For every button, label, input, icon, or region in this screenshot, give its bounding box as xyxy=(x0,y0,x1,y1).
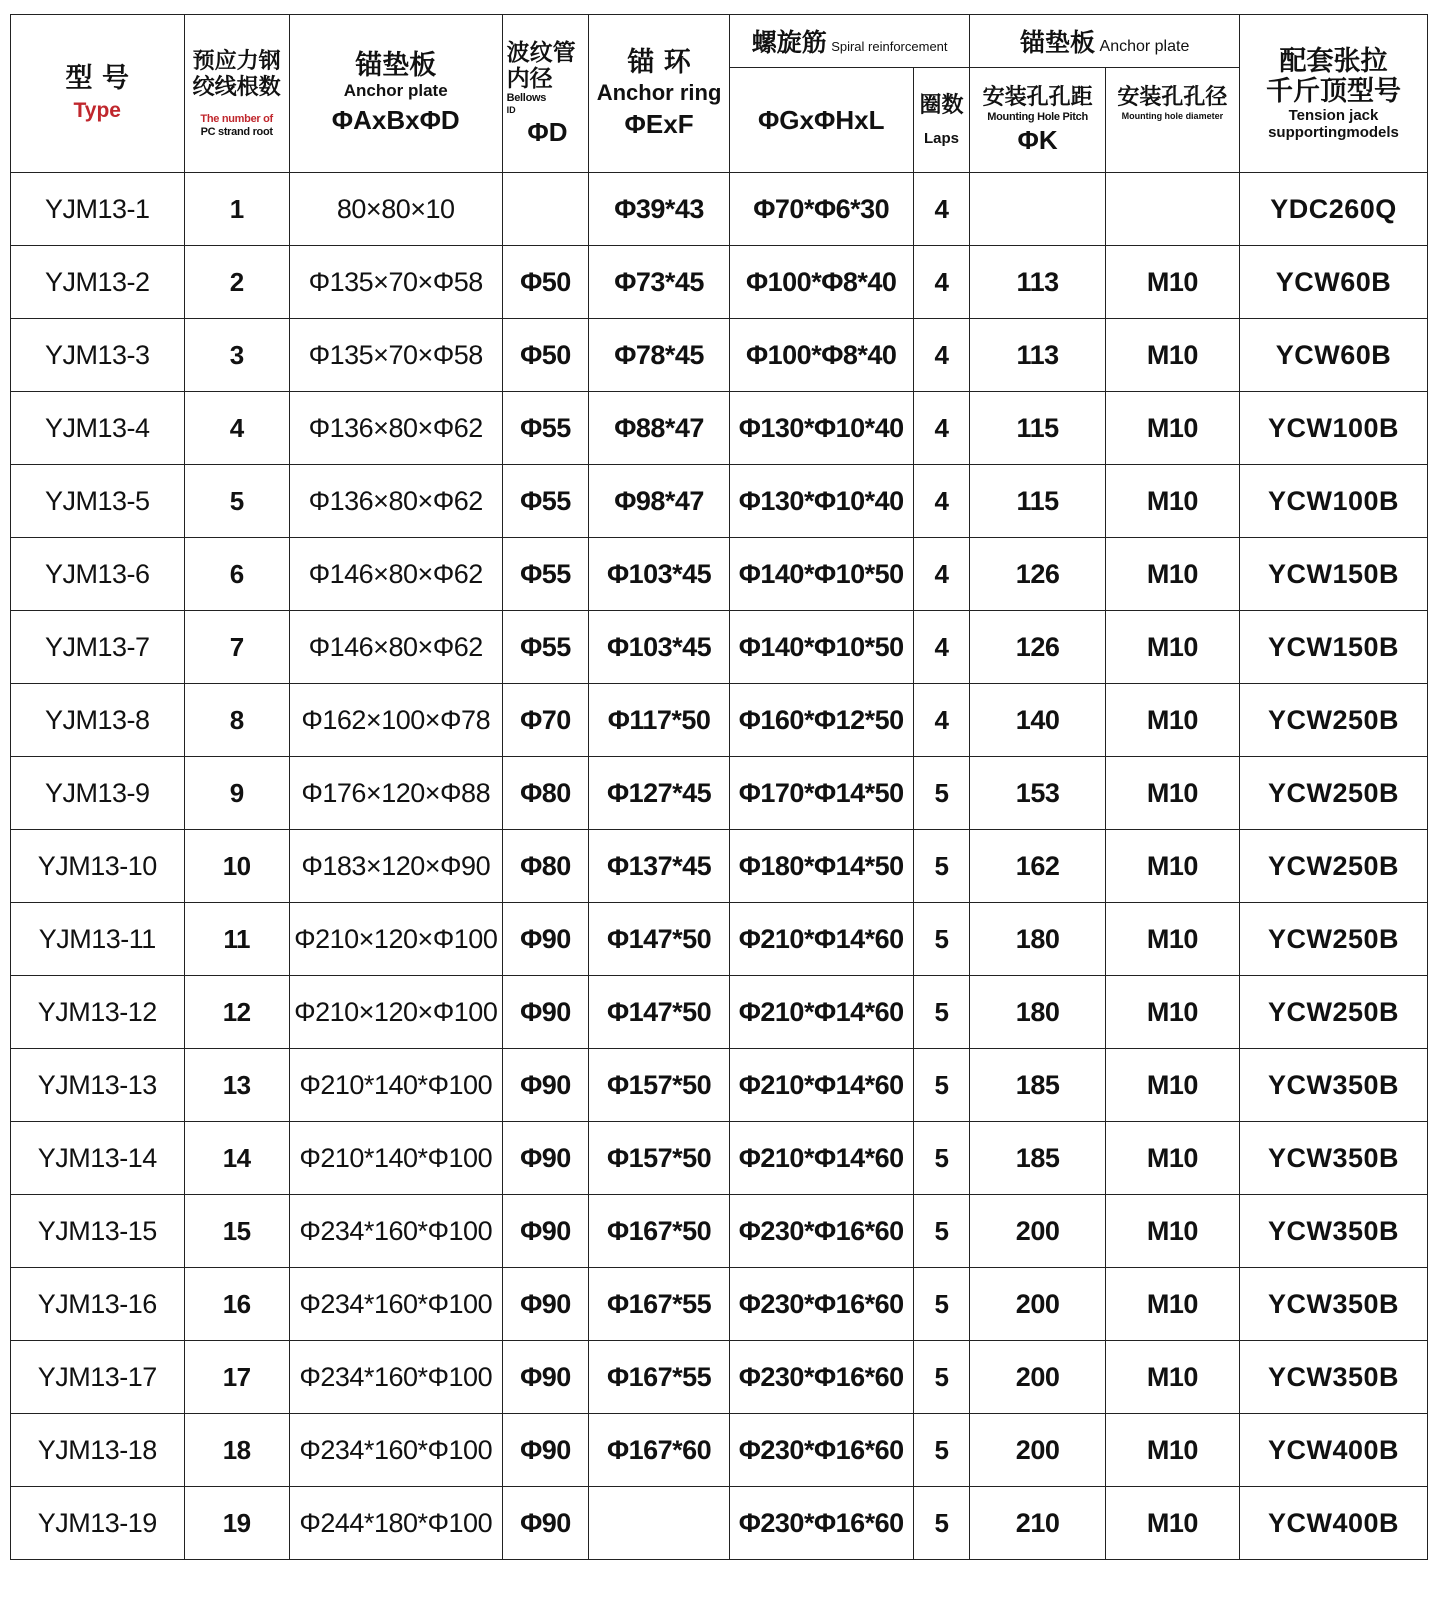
cell-spiral: Φ210*Φ14*60 xyxy=(729,1049,913,1122)
cell-jack-model: YCW60B xyxy=(1239,319,1427,392)
cell-anchor-ring: Φ157*50 xyxy=(589,1122,729,1195)
cell-hole-pitch: 140 xyxy=(970,684,1105,757)
cell-anchor-plate: Φ234*160*Φ100 xyxy=(289,1414,502,1487)
cell-bellows: Φ90 xyxy=(502,1122,589,1195)
cell-bellows: Φ90 xyxy=(502,903,589,976)
cell-anchor-plate: Φ210×120×Φ100 xyxy=(289,976,502,1049)
cell-hole-diameter: M10 xyxy=(1105,684,1239,757)
cell-type: YJM13-12 xyxy=(11,976,185,1049)
cell-anchor-plate: Φ135×70×Φ58 xyxy=(289,246,502,319)
cell-laps: 5 xyxy=(913,1268,970,1341)
cell-type: YJM13-16 xyxy=(11,1268,185,1341)
cell-anchor-ring: Φ127*45 xyxy=(589,757,729,830)
cell-strands: 12 xyxy=(184,976,289,1049)
cell-hole-pitch: 126 xyxy=(970,611,1105,684)
cell-type: YJM13-5 xyxy=(11,465,185,538)
header-anchor-ring xyxy=(589,15,729,173)
cell-spiral: Φ180*Φ14*50 xyxy=(729,830,913,903)
cell-laps: 4 xyxy=(913,611,970,684)
cell-hole-diameter: M10 xyxy=(1105,246,1239,319)
cell-anchor-ring: Φ137*45 xyxy=(589,830,729,903)
header-type-en: Type xyxy=(73,98,121,122)
cell-bellows: Φ80 xyxy=(502,757,589,830)
cell-bellows: Φ90 xyxy=(502,1414,589,1487)
cell-anchor-plate: Φ183×120×Φ90 xyxy=(289,830,502,903)
cell-laps: 4 xyxy=(913,684,970,757)
cell-strands: 1 xyxy=(184,173,289,246)
cell-laps: 5 xyxy=(913,1122,970,1195)
cell-laps: 4 xyxy=(913,319,970,392)
cell-jack-model: YCW100B xyxy=(1239,465,1427,538)
cell-anchor-ring: Φ103*45 xyxy=(589,538,729,611)
cell-bellows: Φ50 xyxy=(502,319,589,392)
header-spiral-formula xyxy=(729,68,913,173)
cell-spiral: Φ130*Φ10*40 xyxy=(729,392,913,465)
cell-type: YJM13-19 xyxy=(11,1487,185,1560)
header-anchor-ring-formula: ΦExF xyxy=(624,108,694,139)
cell-hole-pitch: 185 xyxy=(970,1122,1105,1195)
cell-strands: 9 xyxy=(184,757,289,830)
cell-anchor-plate: Φ135×70×Φ58 xyxy=(289,319,502,392)
header-laps xyxy=(913,68,970,173)
cell-spiral: Φ160*Φ12*50 xyxy=(729,684,913,757)
cell-laps: 5 xyxy=(913,830,970,903)
cell-hole-pitch: 180 xyxy=(970,903,1105,976)
cell-anchor-ring: Φ78*45 xyxy=(589,319,729,392)
cell-anchor-ring xyxy=(589,1487,729,1560)
table-row xyxy=(11,1268,1428,1341)
cell-type: YJM13-18 xyxy=(11,1414,185,1487)
cell-spiral: Φ230*Φ16*60 xyxy=(729,1341,913,1414)
cell-spiral: Φ140*Φ10*50 xyxy=(729,538,913,611)
cell-type: YJM13-15 xyxy=(11,1195,185,1268)
cell-anchor-plate: Φ146×80×Φ62 xyxy=(289,538,502,611)
cell-hole-diameter: M10 xyxy=(1105,1122,1239,1195)
cell-strands: 3 xyxy=(184,319,289,392)
cell-hole-pitch: 210 xyxy=(970,1487,1105,1560)
cell-anchor-plate: Φ234*160*Φ100 xyxy=(289,1341,502,1414)
header-laps-zh: 圈数 xyxy=(919,92,964,118)
cell-type: YJM13-13 xyxy=(11,1049,185,1122)
cell-laps: 5 xyxy=(913,1414,970,1487)
cell-type: YJM13-17 xyxy=(11,1341,185,1414)
cell-anchor-ring: Φ147*50 xyxy=(589,903,729,976)
cell-jack-model: YCW250B xyxy=(1239,830,1427,903)
cell-strands: 19 xyxy=(184,1487,289,1560)
cell-jack-model: YDC260Q xyxy=(1239,173,1427,246)
cell-type: YJM13-9 xyxy=(11,757,185,830)
header-anchor-ring-zh: 锚 环 xyxy=(627,46,691,78)
cell-jack-model: YCW350B xyxy=(1239,1341,1427,1414)
cell-jack-model: YCW100B xyxy=(1239,392,1427,465)
cell-anchor-plate: Φ162×100×Φ78 xyxy=(289,684,502,757)
cell-hole-diameter: M10 xyxy=(1105,903,1239,976)
cell-anchor-plate: Φ136×80×Φ62 xyxy=(289,392,502,465)
cell-anchor-ring: Φ147*50 xyxy=(589,976,729,1049)
cell-spiral: Φ70*Φ6*30 xyxy=(729,173,913,246)
cell-strands: 18 xyxy=(184,1414,289,1487)
header-jack-zh1: 配套张拉 xyxy=(1279,45,1388,77)
cell-anchor-ring: Φ167*50 xyxy=(589,1195,729,1268)
header-laps-en: Laps xyxy=(924,129,960,147)
cell-type: YJM13-7 xyxy=(11,611,185,684)
header-bellows-en1: Bellows xyxy=(506,91,547,104)
header-anchor-plate-2-en: Anchor plate xyxy=(1099,38,1190,55)
cell-hole-pitch xyxy=(970,173,1105,246)
header-spiral xyxy=(729,15,970,68)
cell-jack-model: YCW250B xyxy=(1239,903,1427,976)
header-anchor-plate xyxy=(289,15,502,173)
header-bellows-zh2: 内径 xyxy=(506,65,553,92)
cell-spiral: Φ230*Φ16*60 xyxy=(729,1487,913,1560)
cell-bellows: Φ80 xyxy=(502,830,589,903)
cell-spiral: Φ100*Φ8*40 xyxy=(729,319,913,392)
cell-hole-diameter: M10 xyxy=(1105,392,1239,465)
cell-hole-pitch: 185 xyxy=(970,1049,1105,1122)
cell-anchor-ring: Φ167*55 xyxy=(589,1341,729,1414)
cell-strands: 6 xyxy=(184,538,289,611)
header-hole-pitch-formula: ΦK xyxy=(1017,124,1058,155)
header-strands-zh2: 绞线根数 xyxy=(192,74,281,100)
cell-strands: 16 xyxy=(184,1268,289,1341)
cell-type: YJM13-11 xyxy=(11,903,185,976)
cell-anchor-plate: Φ244*180*Φ100 xyxy=(289,1487,502,1560)
cell-anchor-ring: Φ88*47 xyxy=(589,392,729,465)
header-bellows-zh1: 波纹管 xyxy=(506,39,576,66)
cell-bellows: Φ70 xyxy=(502,684,589,757)
cell-hole-diameter: M10 xyxy=(1105,1414,1239,1487)
cell-strands: 2 xyxy=(184,246,289,319)
cell-bellows: Φ55 xyxy=(502,465,589,538)
cell-hole-diameter: M10 xyxy=(1105,1487,1239,1560)
table-row xyxy=(11,465,1428,538)
cell-jack-model: YCW250B xyxy=(1239,976,1427,1049)
header-hole-pitch-en: Mounting Hole Pitch xyxy=(987,110,1088,123)
header-anchor-plate-2 xyxy=(970,15,1240,68)
cell-hole-diameter: M10 xyxy=(1105,1268,1239,1341)
header-type-zh: 型 号 xyxy=(65,62,129,94)
cell-hole-diameter: M10 xyxy=(1105,465,1239,538)
header-strands-en1: The number of xyxy=(200,112,273,125)
cell-anchor-plate: Φ210*140*Φ100 xyxy=(289,1049,502,1122)
header-jack-en1: Tension jack xyxy=(1288,106,1379,124)
table-body xyxy=(11,173,1428,1560)
cell-laps: 4 xyxy=(913,392,970,465)
cell-spiral: Φ140*Φ10*50 xyxy=(729,611,913,684)
header-bellows xyxy=(502,15,589,173)
cell-bellows: Φ55 xyxy=(502,392,589,465)
cell-hole-diameter: M10 xyxy=(1105,1049,1239,1122)
cell-strands: 5 xyxy=(184,465,289,538)
cell-bellows: Φ90 xyxy=(502,976,589,1049)
cell-bellows: Φ90 xyxy=(502,1341,589,1414)
cell-laps: 5 xyxy=(913,976,970,1049)
header-spiral-en: Spiral reinforcement xyxy=(831,39,948,54)
cell-strands: 13 xyxy=(184,1049,289,1122)
cell-hole-diameter: M10 xyxy=(1105,538,1239,611)
cell-hole-pitch: 153 xyxy=(970,757,1105,830)
cell-anchor-plate: Φ234*160*Φ100 xyxy=(289,1195,502,1268)
cell-jack-model: YCW150B xyxy=(1239,611,1427,684)
header-type xyxy=(11,15,185,173)
cell-anchor-plate: Φ210*140*Φ100 xyxy=(289,1122,502,1195)
cell-anchor-ring: Φ103*45 xyxy=(589,611,729,684)
table-row xyxy=(11,319,1428,392)
cell-jack-model: YCW350B xyxy=(1239,1195,1427,1268)
cell-type: YJM13-6 xyxy=(11,538,185,611)
cell-type: YJM13-2 xyxy=(11,246,185,319)
cell-anchor-ring: Φ167*60 xyxy=(589,1414,729,1487)
header-hole-pitch xyxy=(970,68,1105,173)
header-bellows-formula: ΦD xyxy=(527,116,568,147)
cell-spiral: Φ130*Φ10*40 xyxy=(729,465,913,538)
table-row xyxy=(11,1122,1428,1195)
cell-hole-pitch: 113 xyxy=(970,246,1105,319)
cell-jack-model: YCW350B xyxy=(1239,1049,1427,1122)
table-row xyxy=(11,611,1428,684)
cell-jack-model: YCW350B xyxy=(1239,1268,1427,1341)
header-hole-pitch-zh: 安装孔孔距 xyxy=(982,84,1093,110)
cell-bellows: Φ90 xyxy=(502,1049,589,1122)
cell-spiral: Φ210*Φ14*60 xyxy=(729,976,913,1049)
header-anchor-plate-zh: 锚垫板 xyxy=(355,50,437,81)
cell-anchor-plate: Φ136×80×Φ62 xyxy=(289,465,502,538)
table-row xyxy=(11,903,1428,976)
header-strands-zh1: 预应力钢 xyxy=(192,48,281,74)
cell-anchor-plate: Φ210×120×Φ100 xyxy=(289,903,502,976)
table-header xyxy=(11,15,1428,173)
header-bellows-en2: ID xyxy=(506,104,516,115)
cell-hole-diameter: M10 xyxy=(1105,1195,1239,1268)
cell-anchor-ring: Φ73*45 xyxy=(589,246,729,319)
cell-hole-diameter: M10 xyxy=(1105,757,1239,830)
table-row xyxy=(11,976,1428,1049)
cell-strands: 11 xyxy=(184,903,289,976)
cell-anchor-ring: Φ98*47 xyxy=(589,465,729,538)
header-anchor-plate-en: Anchor plate xyxy=(343,81,448,100)
cell-type: YJM13-10 xyxy=(11,830,185,903)
cell-jack-model: YCW60B xyxy=(1239,246,1427,319)
cell-hole-pitch: 126 xyxy=(970,538,1105,611)
cell-spiral: Φ100*Φ8*40 xyxy=(729,246,913,319)
cell-laps: 4 xyxy=(913,173,970,246)
cell-strands: 7 xyxy=(184,611,289,684)
cell-bellows: Φ90 xyxy=(502,1268,589,1341)
cell-type: YJM13-4 xyxy=(11,392,185,465)
cell-anchor-ring: Φ39*43 xyxy=(589,173,729,246)
cell-hole-pitch: 115 xyxy=(970,392,1105,465)
cell-spiral: Φ210*Φ14*60 xyxy=(729,1122,913,1195)
cell-type: YJM13-1 xyxy=(11,173,185,246)
cell-hole-diameter xyxy=(1105,173,1239,246)
cell-laps: 4 xyxy=(913,465,970,538)
header-spiral-formula-text: ΦGxΦHxL xyxy=(757,105,885,135)
header-strands-en2: PC strand root xyxy=(200,125,273,138)
table-row xyxy=(11,830,1428,903)
cell-strands: 14 xyxy=(184,1122,289,1195)
cell-jack-model: YCW400B xyxy=(1239,1487,1427,1560)
cell-hole-pitch: 180 xyxy=(970,976,1105,1049)
cell-hole-diameter: M10 xyxy=(1105,611,1239,684)
cell-jack-model: YCW250B xyxy=(1239,684,1427,757)
cell-spiral: Φ230*Φ16*60 xyxy=(729,1268,913,1341)
cell-strands: 8 xyxy=(184,684,289,757)
cell-jack-model: YCW350B xyxy=(1239,1122,1427,1195)
cell-bellows: Φ50 xyxy=(502,246,589,319)
cell-hole-pitch: 115 xyxy=(970,465,1105,538)
cell-bellows: Φ90 xyxy=(502,1487,589,1560)
cell-strands: 10 xyxy=(184,830,289,903)
table-row xyxy=(11,1049,1428,1122)
table-row xyxy=(11,1195,1428,1268)
header-strands xyxy=(184,15,289,173)
header-hole-diameter-zh: 安装孔孔径 xyxy=(1117,84,1228,110)
header-spiral-zh: 螺旋筋 xyxy=(751,28,827,57)
cell-spiral: Φ230*Φ16*60 xyxy=(729,1195,913,1268)
cell-jack-model: YCW400B xyxy=(1239,1414,1427,1487)
cell-bellows: Φ55 xyxy=(502,538,589,611)
cell-spiral: Φ230*Φ16*60 xyxy=(729,1414,913,1487)
cell-laps: 4 xyxy=(913,246,970,319)
cell-anchor-plate: 80×80×10 xyxy=(289,173,502,246)
cell-strands: 17 xyxy=(184,1341,289,1414)
table-row xyxy=(11,538,1428,611)
cell-bellows xyxy=(502,173,589,246)
table-row xyxy=(11,246,1428,319)
cell-hole-pitch: 200 xyxy=(970,1268,1105,1341)
header-hole-diameter xyxy=(1105,68,1239,173)
cell-spiral: Φ170*Φ14*50 xyxy=(729,757,913,830)
table-row xyxy=(11,757,1428,830)
table-row xyxy=(11,1487,1428,1560)
header-hole-diameter-en: Mounting hole diameter xyxy=(1121,110,1224,121)
header-anchor-plate-2-zh: 锚垫板 xyxy=(1020,28,1096,57)
cell-hole-diameter: M10 xyxy=(1105,976,1239,1049)
cell-hole-diameter: M10 xyxy=(1105,830,1239,903)
cell-strands: 15 xyxy=(184,1195,289,1268)
cell-hole-pitch: 113 xyxy=(970,319,1105,392)
header-jack-en2: supportingmodels xyxy=(1268,123,1399,141)
cell-hole-diameter: M10 xyxy=(1105,319,1239,392)
header-jack xyxy=(1239,15,1427,173)
table-row xyxy=(11,173,1428,246)
table-row xyxy=(11,684,1428,757)
cell-spiral: Φ210*Φ14*60 xyxy=(729,903,913,976)
table-row xyxy=(11,392,1428,465)
cell-type: YJM13-14 xyxy=(11,1122,185,1195)
cell-jack-model: YCW150B xyxy=(1239,538,1427,611)
header-anchor-plate-formula: ΦAxBxΦD xyxy=(331,105,460,135)
cell-strands: 4 xyxy=(184,392,289,465)
cell-bellows: Φ55 xyxy=(502,611,589,684)
spec-sheet xyxy=(10,14,1428,1560)
cell-anchor-ring: Φ167*55 xyxy=(589,1268,729,1341)
cell-hole-pitch: 200 xyxy=(970,1341,1105,1414)
cell-anchor-plate: Φ176×120×Φ88 xyxy=(289,757,502,830)
header-jack-zh2: 千斤顶型号 xyxy=(1265,75,1401,107)
cell-laps: 5 xyxy=(913,757,970,830)
cell-laps: 5 xyxy=(913,1341,970,1414)
cell-anchor-ring: Φ157*50 xyxy=(589,1049,729,1122)
cell-laps: 5 xyxy=(913,1049,970,1122)
cell-bellows: Φ90 xyxy=(502,1195,589,1268)
cell-anchor-plate: Φ234*160*Φ100 xyxy=(289,1268,502,1341)
cell-anchor-plate: Φ146×80×Φ62 xyxy=(289,611,502,684)
cell-type: YJM13-8 xyxy=(11,684,185,757)
cell-hole-diameter: M10 xyxy=(1105,1341,1239,1414)
cell-type: YJM13-3 xyxy=(11,319,185,392)
cell-hole-pitch: 162 xyxy=(970,830,1105,903)
cell-laps: 4 xyxy=(913,538,970,611)
header-anchor-ring-en: Anchor ring xyxy=(596,79,722,105)
cell-laps: 5 xyxy=(913,1487,970,1560)
table-row xyxy=(11,1341,1428,1414)
cell-hole-pitch: 200 xyxy=(970,1414,1105,1487)
anchor-spec-table xyxy=(10,14,1428,1560)
cell-anchor-ring: Φ117*50 xyxy=(589,684,729,757)
table-row xyxy=(11,1414,1428,1487)
cell-laps: 5 xyxy=(913,1195,970,1268)
cell-hole-pitch: 200 xyxy=(970,1195,1105,1268)
cell-jack-model: YCW250B xyxy=(1239,757,1427,830)
cell-laps: 5 xyxy=(913,903,970,976)
